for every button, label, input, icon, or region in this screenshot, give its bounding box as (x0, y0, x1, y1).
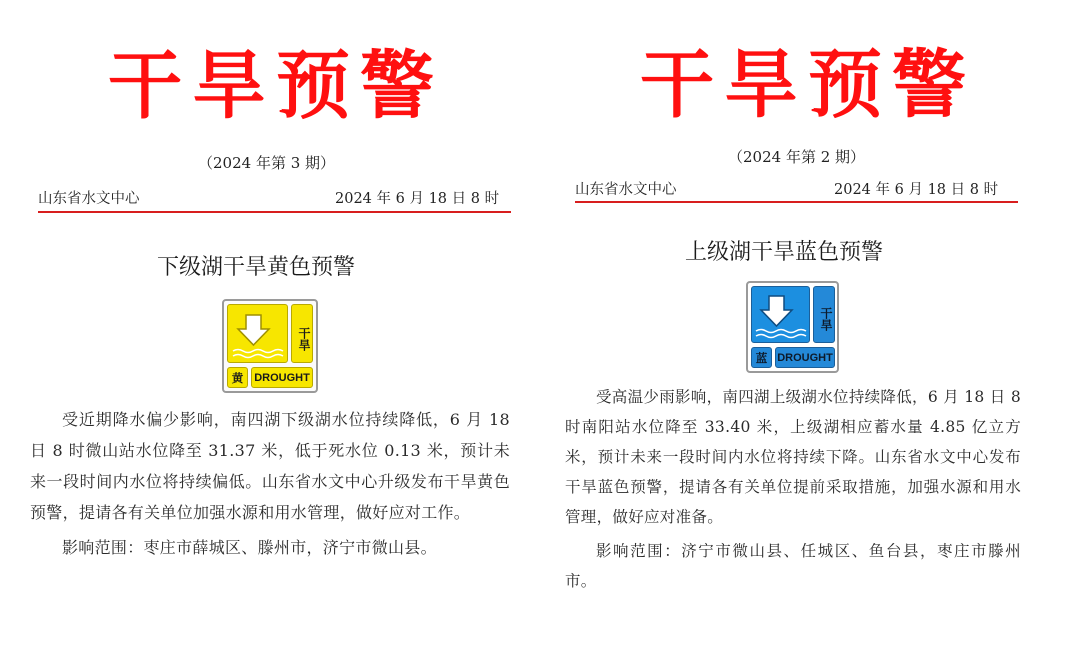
impact-scope: 影响范围：枣庄市薛城区、滕州市，济宁市微山县。 (62, 538, 437, 557)
body-paragraph-1: 受高温少雨影响，南四湖上级湖水位持续降低，6 月 18 日 8 时南阳站水位降至 33.40 米，上级湖相应蓄水量 4.85 亿立方米，预计未来一段时间内水位将持续下降。山东省水文中心发布干旱蓝色预警，提请各有关单位提前采取措施，加强水源和用水管理，做好应对准备。 (565, 388, 1021, 526)
drought-english-label: DROUGHT (775, 347, 835, 368)
warning-heading: 上级湖干旱蓝色预警 (685, 240, 884, 265)
meta-row (38, 187, 508, 208)
warning-heading: 下级湖干旱黄色预警 (157, 255, 356, 280)
issuing-org: 山东省水文中心 (575, 182, 677, 198)
water-level-panel (227, 304, 288, 363)
masthead-title: 干旱预警 (108, 43, 444, 129)
drought-side-label: 干旱 (291, 304, 313, 363)
level-color-label: 黄 (227, 367, 248, 388)
red-rule (575, 201, 1018, 203)
level-color-label: 蓝 (751, 347, 772, 368)
drought-english-label: DROUGHT (251, 367, 313, 388)
meta-row (575, 178, 1020, 199)
issue-date: 2024 年 6 月 18 日 8 时 (834, 182, 999, 198)
issue-number: （2024 年第 2 期） (728, 148, 866, 166)
water-level-panel (751, 286, 810, 343)
red-rule (38, 211, 511, 213)
warning-body (30, 404, 510, 563)
issue-date: 2024 年 6 月 18 日 8 时 (335, 191, 500, 207)
drought-yellow-badge (222, 299, 318, 393)
masthead-title: 干旱预警 (640, 42, 976, 128)
drought-blue-badge (746, 281, 839, 373)
water-drop-arrow-icon (228, 305, 287, 362)
drought-side-label: 干旱 (813, 286, 835, 343)
issue-number: （2024 年第 3 期） (198, 154, 336, 172)
water-drop-arrow-icon (752, 287, 809, 342)
impact-scope: 影响范围：济宁市微山县、任城区、鱼台县，枣庄市滕州市。 (565, 542, 1021, 590)
issuing-org: 山东省水文中心 (38, 191, 140, 207)
body-paragraph-1: 受近期降水偏少影响，南四湖下级湖水位持续降低，6 月 18 日 8 时微山站水位降至 31.37 米，低于死水位 0.13 米，预计未来一段时间内水位将持续偏低。山东省水文中心升级发布干旱黄色预警，提请各有关单位加强水源和用水管理，做好应对工作。 (30, 410, 510, 522)
warning-body (565, 382, 1021, 596)
